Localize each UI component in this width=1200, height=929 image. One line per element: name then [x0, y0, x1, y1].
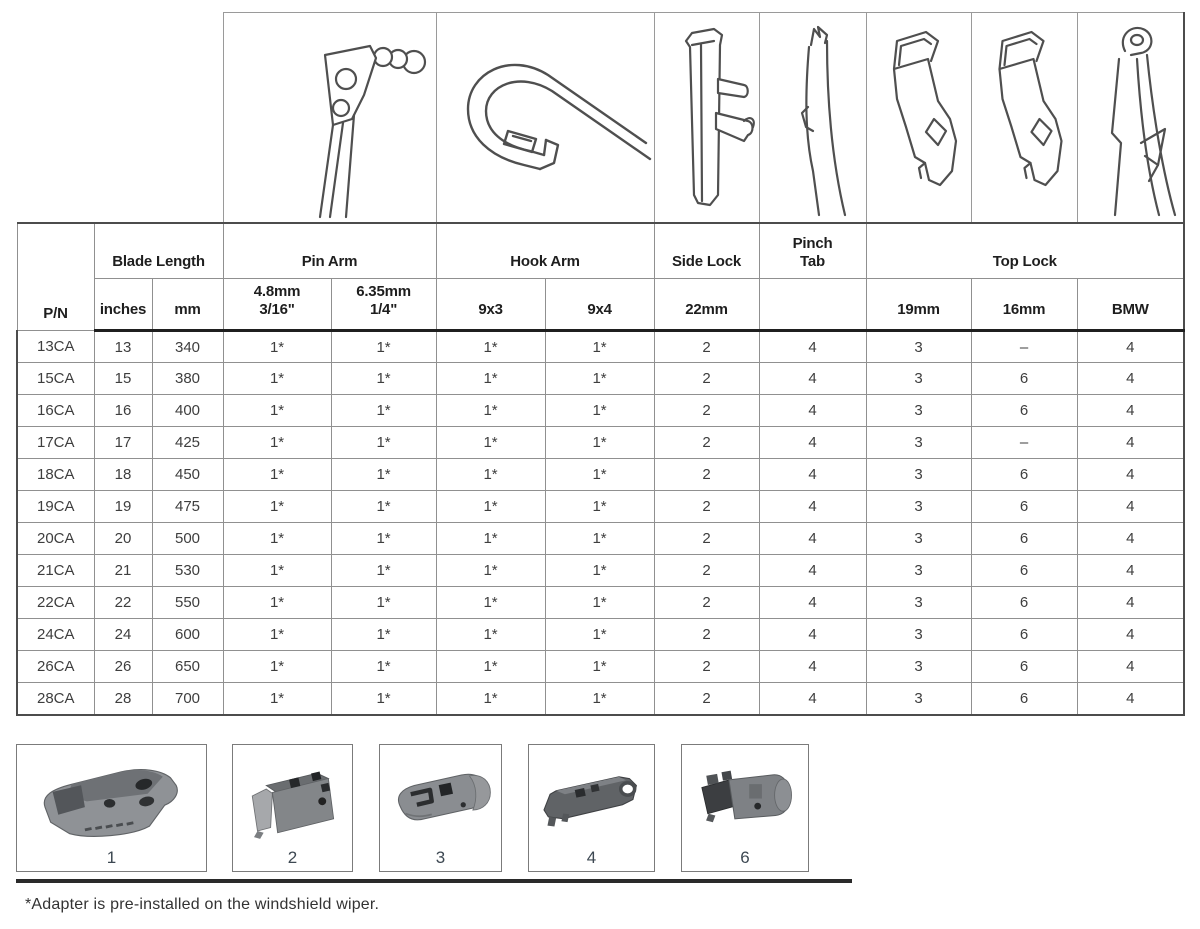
cell-top-lock-bmw: 4: [1077, 587, 1184, 619]
cell-top-lock-16mm: 6: [971, 363, 1077, 395]
subheader-pin-6-35mm: 6.35mm 1/4": [331, 279, 436, 331]
cell-pin-4-8mm: 1*: [223, 459, 331, 491]
cell-hook-9x3: 1*: [436, 427, 545, 459]
cell-hook-9x3: 1*: [436, 683, 545, 715]
hook-arm-image-cell: [436, 13, 654, 223]
cell-pin-4-8mm: 1*: [223, 683, 331, 715]
cell-pn: 15CA: [17, 363, 94, 395]
hook-arm-drawing: [438, 15, 652, 219]
cell-top-lock-19mm: 3: [866, 683, 971, 715]
cell-top-lock-bmw: 4: [1077, 427, 1184, 459]
adapter-photo-strip: [0, 744, 1200, 872]
cell-hook-9x3: 1*: [436, 651, 545, 683]
cell-side-lock-22mm: 2: [654, 555, 759, 587]
cell-top-lock-bmw: 4: [1077, 395, 1184, 427]
cell-inches: 13: [94, 331, 152, 363]
cell-pinch-tab: 4: [759, 555, 866, 587]
cell-pn: 19CA: [17, 491, 94, 523]
header-blade-length: Blade Length: [94, 223, 223, 279]
adapter-6-photo: [690, 752, 800, 840]
cell-pin-6-35mm: 1*: [331, 427, 436, 459]
cell-hook-9x3: 1*: [436, 331, 545, 363]
cell-top-lock-bmw: 4: [1077, 363, 1184, 395]
cell-pinch-tab: 4: [759, 491, 866, 523]
cell-inches: 28: [94, 683, 152, 715]
cell-side-lock-22mm: 2: [654, 651, 759, 683]
cell-pinch-tab: 4: [759, 331, 866, 363]
cell-pin-6-35mm: 1*: [331, 491, 436, 523]
header-hook-arm: Hook Arm: [436, 223, 654, 279]
cell-top-lock-16mm: 6: [971, 395, 1077, 427]
cell-side-lock-22mm: 2: [654, 523, 759, 555]
sub-header-row: [17, 279, 1184, 331]
subheader-pinch-tab-empty: [759, 279, 866, 331]
cell-pin-6-35mm: 1*: [331, 459, 436, 491]
cell-hook-9x4: 1*: [545, 555, 654, 587]
cell-side-lock-22mm: 2: [654, 331, 759, 363]
adapter-number: 1: [106, 848, 117, 867]
cell-mm: 650: [152, 651, 223, 683]
header-side-lock: Side Lock: [654, 223, 759, 279]
cell-pin-4-8mm: 1*: [223, 587, 331, 619]
cell-mm: 475: [152, 491, 223, 523]
cell-pin-6-35mm: 1*: [331, 683, 436, 715]
cell-top-lock-16mm: 6: [971, 683, 1077, 715]
cell-pinch-tab: 4: [759, 523, 866, 555]
cell-hook-9x4: 1*: [545, 363, 654, 395]
cell-side-lock-22mm: 2: [654, 587, 759, 619]
subheader-mm: mm: [152, 279, 223, 331]
cell-hook-9x3: 1*: [436, 363, 545, 395]
cell-hook-9x4: 1*: [545, 587, 654, 619]
cell-inches: 21: [94, 555, 152, 587]
cell-top-lock-19mm: 3: [866, 651, 971, 683]
cell-pn: 16CA: [17, 395, 94, 427]
cell-top-lock-16mm: –: [971, 427, 1077, 459]
cell-top-lock-bmw: 4: [1077, 331, 1184, 363]
subheader-9x3: 9x3: [436, 279, 545, 331]
cell-top-lock-16mm: 6: [971, 651, 1077, 683]
cell-top-lock-19mm: 3: [866, 363, 971, 395]
wiper-compatibility-table: [16, 12, 1185, 716]
cell-mm: 600: [152, 619, 223, 651]
cell-pin-6-35mm: 1*: [331, 587, 436, 619]
cell-pin-4-8mm: 1*: [223, 395, 331, 427]
adapter-2-photo: [240, 752, 345, 840]
subheader-inches: inches: [94, 279, 152, 331]
cell-hook-9x3: 1*: [436, 459, 545, 491]
cell-pin-4-8mm: 1*: [223, 331, 331, 363]
cell-mm: 700: [152, 683, 223, 715]
cell-pn: 21CA: [17, 555, 94, 587]
cell-mm: 530: [152, 555, 223, 587]
cell-top-lock-19mm: 3: [866, 619, 971, 651]
subheader-19mm: 19mm: [866, 279, 971, 331]
cell-hook-9x3: 1*: [436, 523, 545, 555]
cell-top-lock-19mm: 3: [866, 491, 971, 523]
top-lock-19mm-image-cell: [866, 13, 971, 223]
cell-side-lock-22mm: 2: [654, 363, 759, 395]
top-lock-19mm-arm-drawing: [868, 15, 969, 219]
adapter-photo-box-3: [379, 744, 502, 872]
cell-hook-9x4: 1*: [545, 491, 654, 523]
cell-top-lock-16mm: 6: [971, 555, 1077, 587]
cell-pinch-tab: 4: [759, 363, 866, 395]
divider-rule: [16, 879, 852, 883]
table-row: [17, 363, 1184, 395]
cell-inches: 20: [94, 523, 152, 555]
cell-top-lock-19mm: 3: [866, 331, 971, 363]
parts-table-body: [17, 331, 1184, 715]
cell-side-lock-22mm: 2: [654, 619, 759, 651]
header-pinch-tab-line2: Tab: [800, 253, 826, 271]
cell-pin-4-8mm: 1*: [223, 427, 331, 459]
top-lock-16mm-image-cell: [971, 13, 1077, 223]
pinch-tab-arm-drawing: [761, 15, 864, 219]
cell-hook-9x3: 1*: [436, 587, 545, 619]
table-row: [17, 491, 1184, 523]
header-top-lock: Top Lock: [866, 223, 1184, 279]
side-lock-arm-drawing: [656, 15, 757, 219]
table-row: [17, 331, 1184, 363]
table-row: [17, 459, 1184, 491]
cell-hook-9x4: 1*: [545, 523, 654, 555]
adapter-number: 2: [287, 848, 298, 867]
cell-top-lock-19mm: 3: [866, 395, 971, 427]
cell-hook-9x4: 1*: [545, 427, 654, 459]
cell-side-lock-22mm: 2: [654, 395, 759, 427]
cell-pn: 18CA: [17, 459, 94, 491]
side-lock-image-cell: [654, 13, 759, 223]
cell-mm: 400: [152, 395, 223, 427]
cell-pn: 22CA: [17, 587, 94, 619]
adapter-photo-box-6: [681, 744, 809, 872]
cell-pn: 20CA: [17, 523, 94, 555]
adapter-3-photo: [388, 752, 493, 840]
cell-inches: 24: [94, 619, 152, 651]
top-lock-16mm-arm-drawing: [973, 15, 1075, 219]
cell-side-lock-22mm: 2: [654, 459, 759, 491]
cell-top-lock-bmw: 4: [1077, 683, 1184, 715]
cell-mm: 450: [152, 459, 223, 491]
cell-side-lock-22mm: 2: [654, 683, 759, 715]
cell-inches: 26: [94, 651, 152, 683]
adapter-photo-box-1: [16, 744, 207, 872]
cell-hook-9x4: 1*: [545, 619, 654, 651]
cell-top-lock-19mm: 3: [866, 427, 971, 459]
cell-side-lock-22mm: 2: [654, 427, 759, 459]
cell-pin-4-8mm: 1*: [223, 363, 331, 395]
table-row: [17, 587, 1184, 619]
cell-inches: 15: [94, 363, 152, 395]
cell-top-lock-bmw: 4: [1077, 523, 1184, 555]
cell-hook-9x3: 1*: [436, 491, 545, 523]
cell-top-lock-bmw: 4: [1077, 651, 1184, 683]
cell-pinch-tab: 4: [759, 683, 866, 715]
cell-mm: 425: [152, 427, 223, 459]
blank-corner: [17, 13, 223, 223]
table-row: [17, 619, 1184, 651]
cell-pin-4-8mm: 1*: [223, 619, 331, 651]
cell-top-lock-bmw: 4: [1077, 459, 1184, 491]
header-pinch-tab-line1: Pinch: [792, 234, 833, 252]
cell-pin-6-35mm: 1*: [331, 523, 436, 555]
subheader-pin-4-8mm: 4.8mm 3/16": [223, 279, 331, 331]
cell-top-lock-16mm: 6: [971, 587, 1077, 619]
cell-hook-9x4: 1*: [545, 651, 654, 683]
adapter-photo-box-2: [232, 744, 353, 872]
cell-top-lock-16mm: 6: [971, 491, 1077, 523]
cell-pin-4-8mm: 1*: [223, 651, 331, 683]
adapter-4-photo: [537, 752, 646, 840]
arm-type-drawings-row: [17, 13, 1184, 223]
cell-hook-9x3: 1*: [436, 619, 545, 651]
cell-inches: 18: [94, 459, 152, 491]
pin-arm-drawing: [225, 15, 434, 219]
adapter-1-photo: [26, 752, 197, 847]
top-lock-bmw-image-cell: [1077, 13, 1184, 223]
cell-top-lock-bmw: 4: [1077, 555, 1184, 587]
cell-pn: 13CA: [17, 331, 94, 363]
cell-pin-4-8mm: 1*: [223, 491, 331, 523]
cell-pinch-tab: 4: [759, 651, 866, 683]
cell-pn: 26CA: [17, 651, 94, 683]
cell-pinch-tab: 4: [759, 427, 866, 459]
table-row: [17, 555, 1184, 587]
cell-hook-9x4: 1*: [545, 683, 654, 715]
cell-inches: 16: [94, 395, 152, 427]
cell-pin-6-35mm: 1*: [331, 395, 436, 427]
adapter-photo-box-4: [528, 744, 655, 872]
cell-pin-6-35mm: 1*: [331, 363, 436, 395]
cell-hook-9x4: 1*: [545, 331, 654, 363]
pin-arm-image-cell: [223, 13, 436, 223]
cell-pn: 28CA: [17, 683, 94, 715]
cell-mm: 380: [152, 363, 223, 395]
cell-top-lock-19mm: 3: [866, 523, 971, 555]
cell-top-lock-19mm: 3: [866, 587, 971, 619]
subheader-22mm: 22mm: [654, 279, 759, 331]
cell-top-lock-19mm: 3: [866, 555, 971, 587]
cell-top-lock-16mm: –: [971, 331, 1077, 363]
cell-top-lock-bmw: 4: [1077, 619, 1184, 651]
cell-hook-9x3: 1*: [436, 395, 545, 427]
cell-pinch-tab: 4: [759, 395, 866, 427]
cell-pin-4-8mm: 1*: [223, 555, 331, 587]
cell-pn: 24CA: [17, 619, 94, 651]
cell-pinch-tab: 4: [759, 459, 866, 491]
cell-inches: 22: [94, 587, 152, 619]
cell-hook-9x3: 1*: [436, 555, 545, 587]
table-row: [17, 395, 1184, 427]
adapter-number: 6: [740, 848, 750, 867]
table-row: [17, 523, 1184, 555]
header-pn: P/N: [17, 223, 94, 331]
footnote: *Adapter is pre-installed on the windshield wiper.: [25, 896, 380, 913]
group-header-row: [17, 223, 1184, 279]
table-row: [17, 651, 1184, 683]
subheader-16mm: 16mm: [971, 279, 1077, 331]
cell-pin-6-35mm: 1*: [331, 555, 436, 587]
cell-top-lock-19mm: 3: [866, 459, 971, 491]
pinch-tab-image-cell: [759, 13, 866, 223]
cell-pinch-tab: 4: [759, 587, 866, 619]
cell-hook-9x4: 1*: [545, 395, 654, 427]
header-pin-arm: Pin Arm: [223, 223, 436, 279]
cell-mm: 340: [152, 331, 223, 363]
cell-top-lock-bmw: 4: [1077, 491, 1184, 523]
cell-hook-9x4: 1*: [545, 459, 654, 491]
cell-pinch-tab: 4: [759, 619, 866, 651]
cell-mm: 550: [152, 587, 223, 619]
subheader-9x4: 9x4: [545, 279, 654, 331]
top-lock-bmw-arm-drawing: [1079, 15, 1182, 219]
cell-pin-6-35mm: 1*: [331, 331, 436, 363]
adapter-number: 3: [435, 848, 446, 867]
cell-top-lock-16mm: 6: [971, 523, 1077, 555]
cell-mm: 500: [152, 523, 223, 555]
cell-side-lock-22mm: 2: [654, 491, 759, 523]
cell-pin-6-35mm: 1*: [331, 651, 436, 683]
cell-pin-6-35mm: 1*: [331, 619, 436, 651]
cell-pin-4-8mm: 1*: [223, 523, 331, 555]
subheader-bmw: BMW: [1077, 279, 1184, 331]
cell-inches: 19: [94, 491, 152, 523]
cell-pn: 17CA: [17, 427, 94, 459]
adapter-number: 4: [586, 848, 597, 867]
cell-top-lock-16mm: 6: [971, 619, 1077, 651]
cell-top-lock-16mm: 6: [971, 459, 1077, 491]
cell-inches: 17: [94, 427, 152, 459]
table-row: [17, 427, 1184, 459]
header-pinch-tab: [759, 223, 866, 279]
table-row: [17, 683, 1184, 715]
